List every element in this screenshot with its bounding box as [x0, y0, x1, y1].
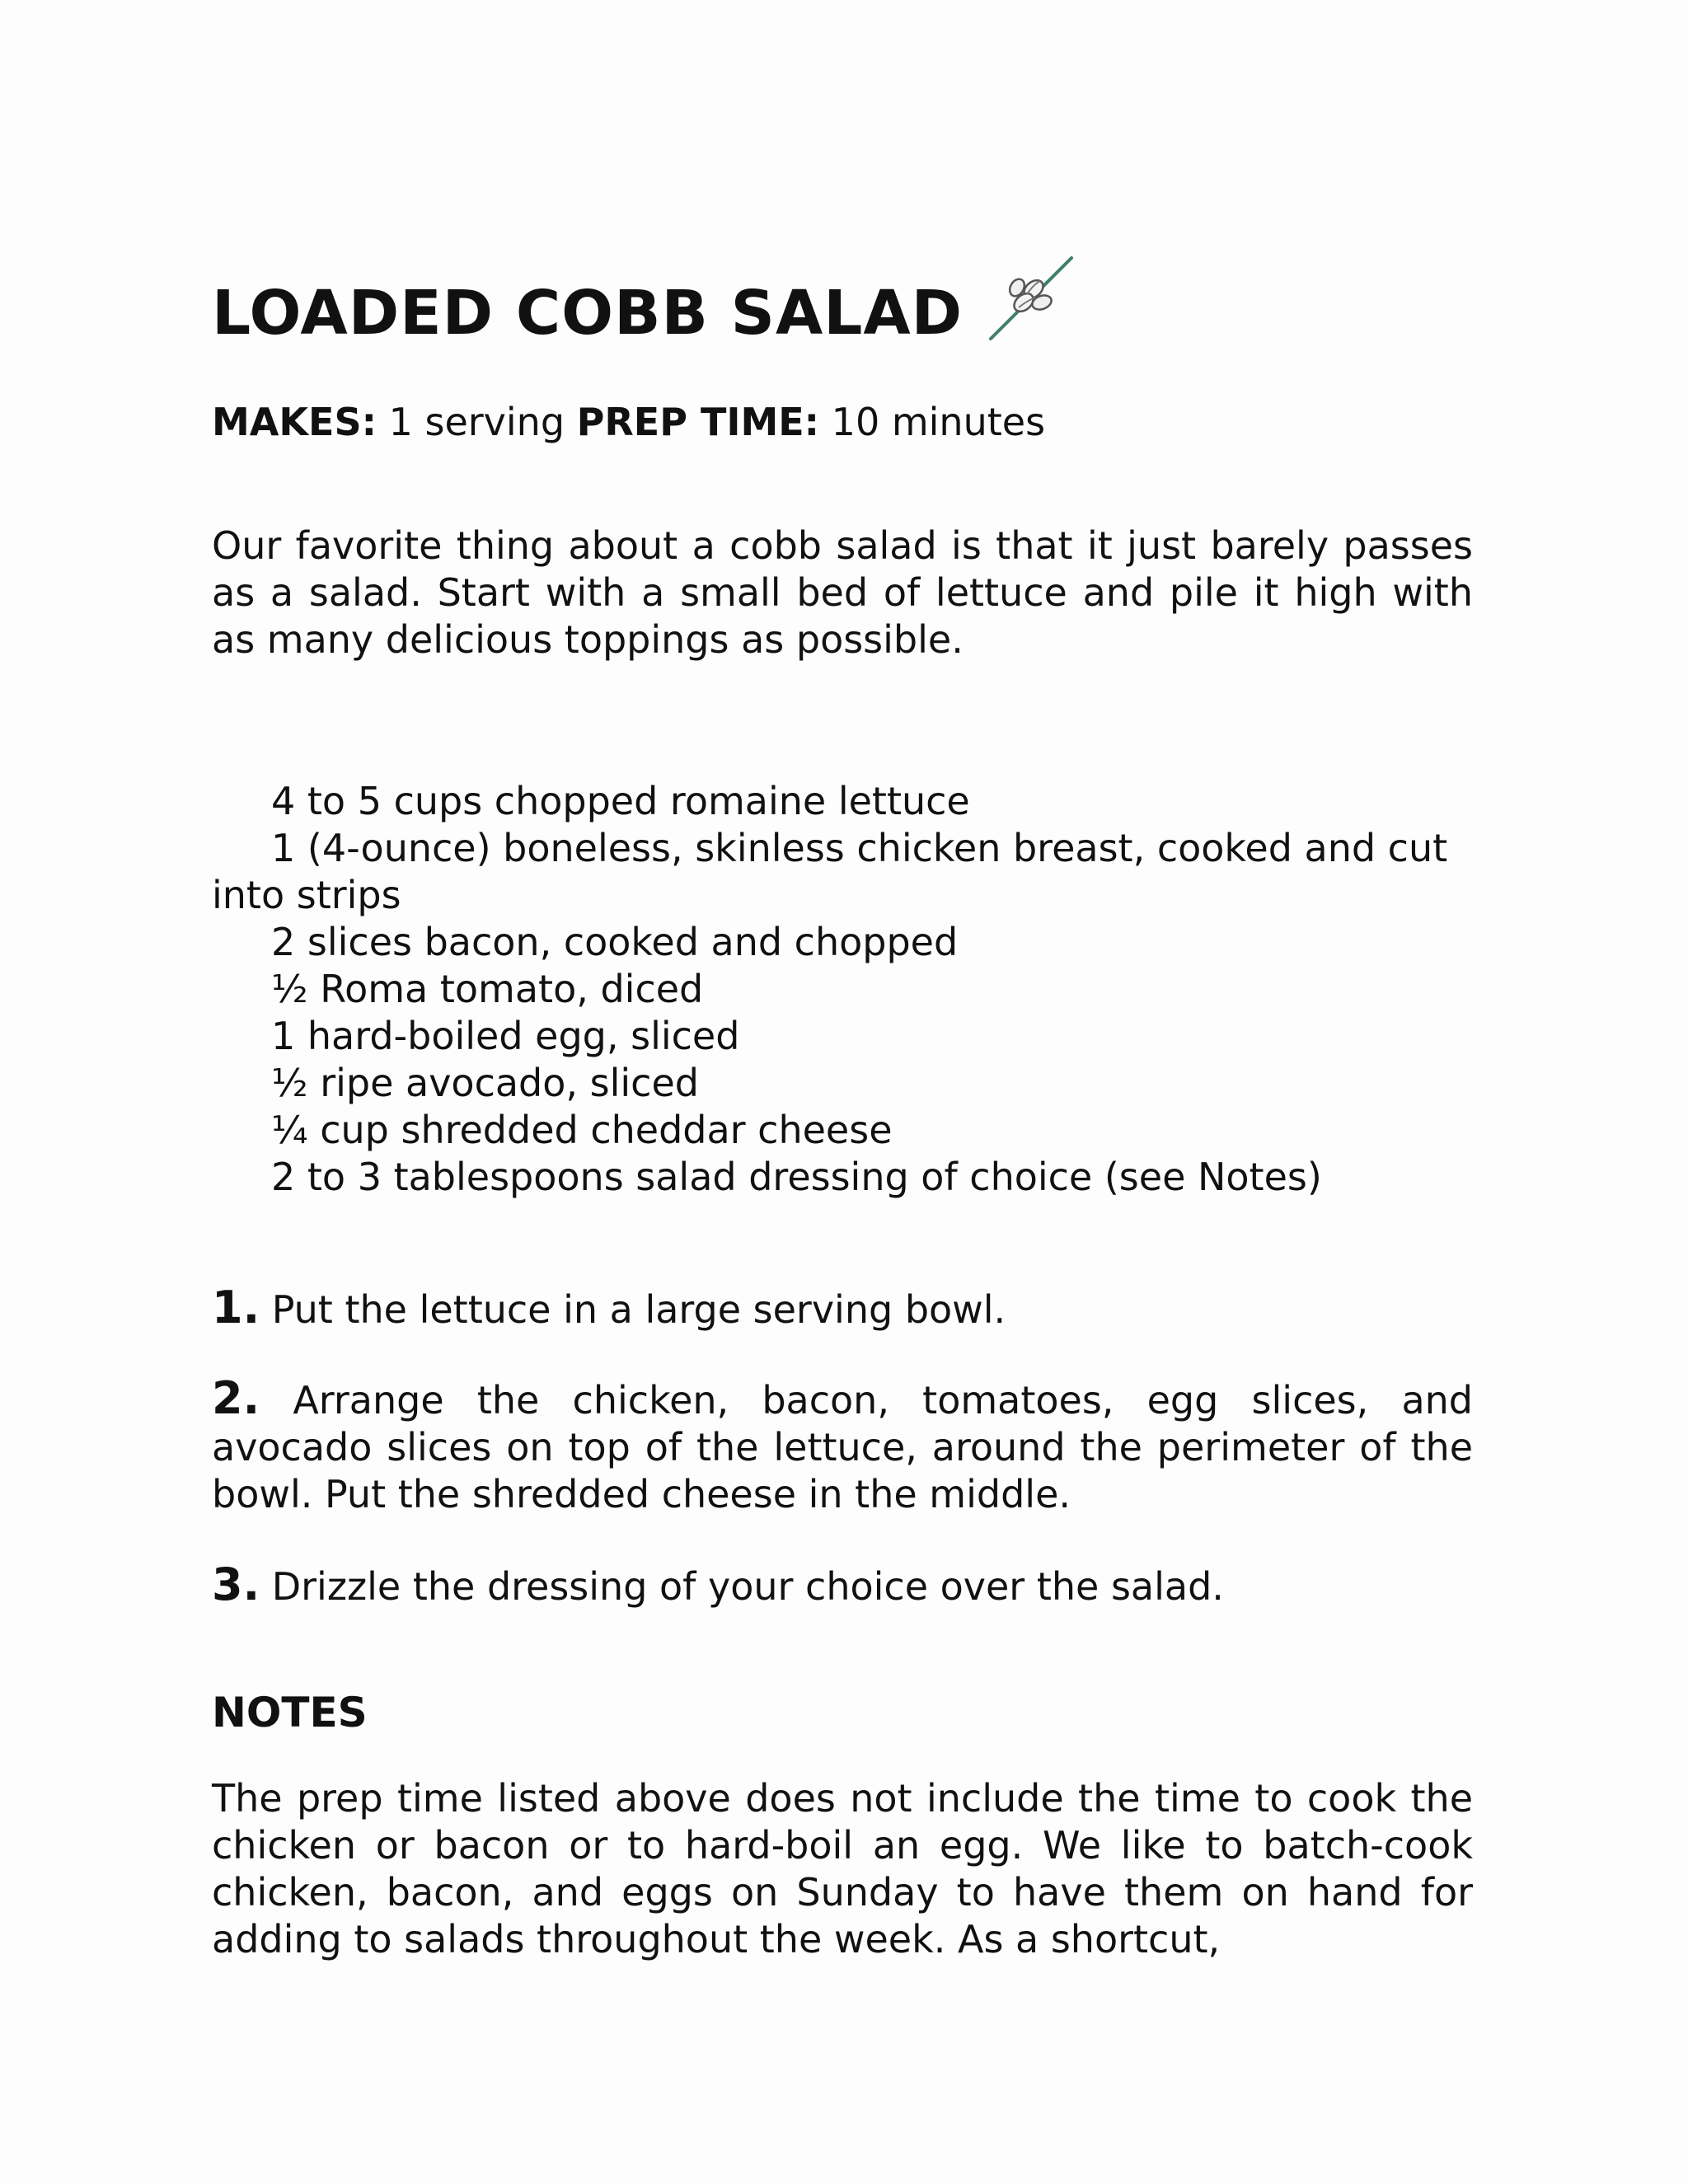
notes-heading: NOTES — [212, 1689, 368, 1736]
step-2 — [212, 1372, 1473, 1518]
title-row — [212, 272, 1076, 354]
step-text: Put the lettuce in a large serving bowl. — [271, 1287, 1006, 1332]
ingredient-list — [212, 778, 1473, 1201]
step-number: 2. — [212, 1372, 260, 1424]
ingredient-item: ¼ cup shredded cheddar cheese — [271, 1108, 893, 1152]
recipe-meta — [212, 396, 1045, 448]
notes-text: The prep time listed above does not include the time to cook the chicken or bacon or to hard-boil an egg. We like to batch-cook chicken, bacon, and eggs on Sunday to have them on hand for adding to salads throughout the week. As a shortcut, — [212, 1776, 1473, 1961]
step-3 — [212, 1558, 1473, 1610]
ingredient-item: 4 to 5 cups chopped romaine lettuce — [271, 779, 970, 823]
ingredient-item: ½ ripe avocado, sliced — [271, 1061, 699, 1105]
step-number: 3. — [212, 1558, 260, 1610]
step-text: Drizzle the dressing of your choice over the salad. — [271, 1564, 1224, 1609]
ingredient-item: 2 slices bacon, cooked and chopped — [271, 920, 959, 964]
ingredient-item: 1 (4-ounce) boneless, skinless chicken breast, cooked and cut into strips — [212, 826, 1448, 917]
prep-time-label: PREP TIME: — [576, 400, 820, 444]
recipe-intro: Our favorite thing about a cobb salad is that it just barely passes as a salad. Start with a small bed of lettuce and pile it high with as many delicious toppings as possible. — [212, 523, 1473, 662]
recipe-title: LOADED COBB SALAD — [212, 278, 964, 349]
makes-value: 1 serving — [388, 400, 565, 444]
garnish-sprig-icon — [986, 253, 1076, 344]
prep-time-value: 10 minutes — [831, 400, 1046, 444]
step-text: Arrange the chicken, bacon, tomatoes, egg slices, and avocado slices on top of the lettuce, around the perimeter of the bowl. Put the shredded cheese in the middle. — [212, 1378, 1473, 1516]
ingredient-item: ½ Roma tomato, diced — [271, 967, 704, 1011]
makes-label: MAKES: — [212, 400, 377, 444]
step-1 — [212, 1284, 1473, 1333]
ingredient-item: 1 hard-boiled egg, sliced — [271, 1014, 740, 1058]
step-number: 1. — [212, 1282, 260, 1333]
ingredient-item: 2 to 3 tablespoons salad dressing of choice (see Notes) — [271, 1155, 1322, 1199]
